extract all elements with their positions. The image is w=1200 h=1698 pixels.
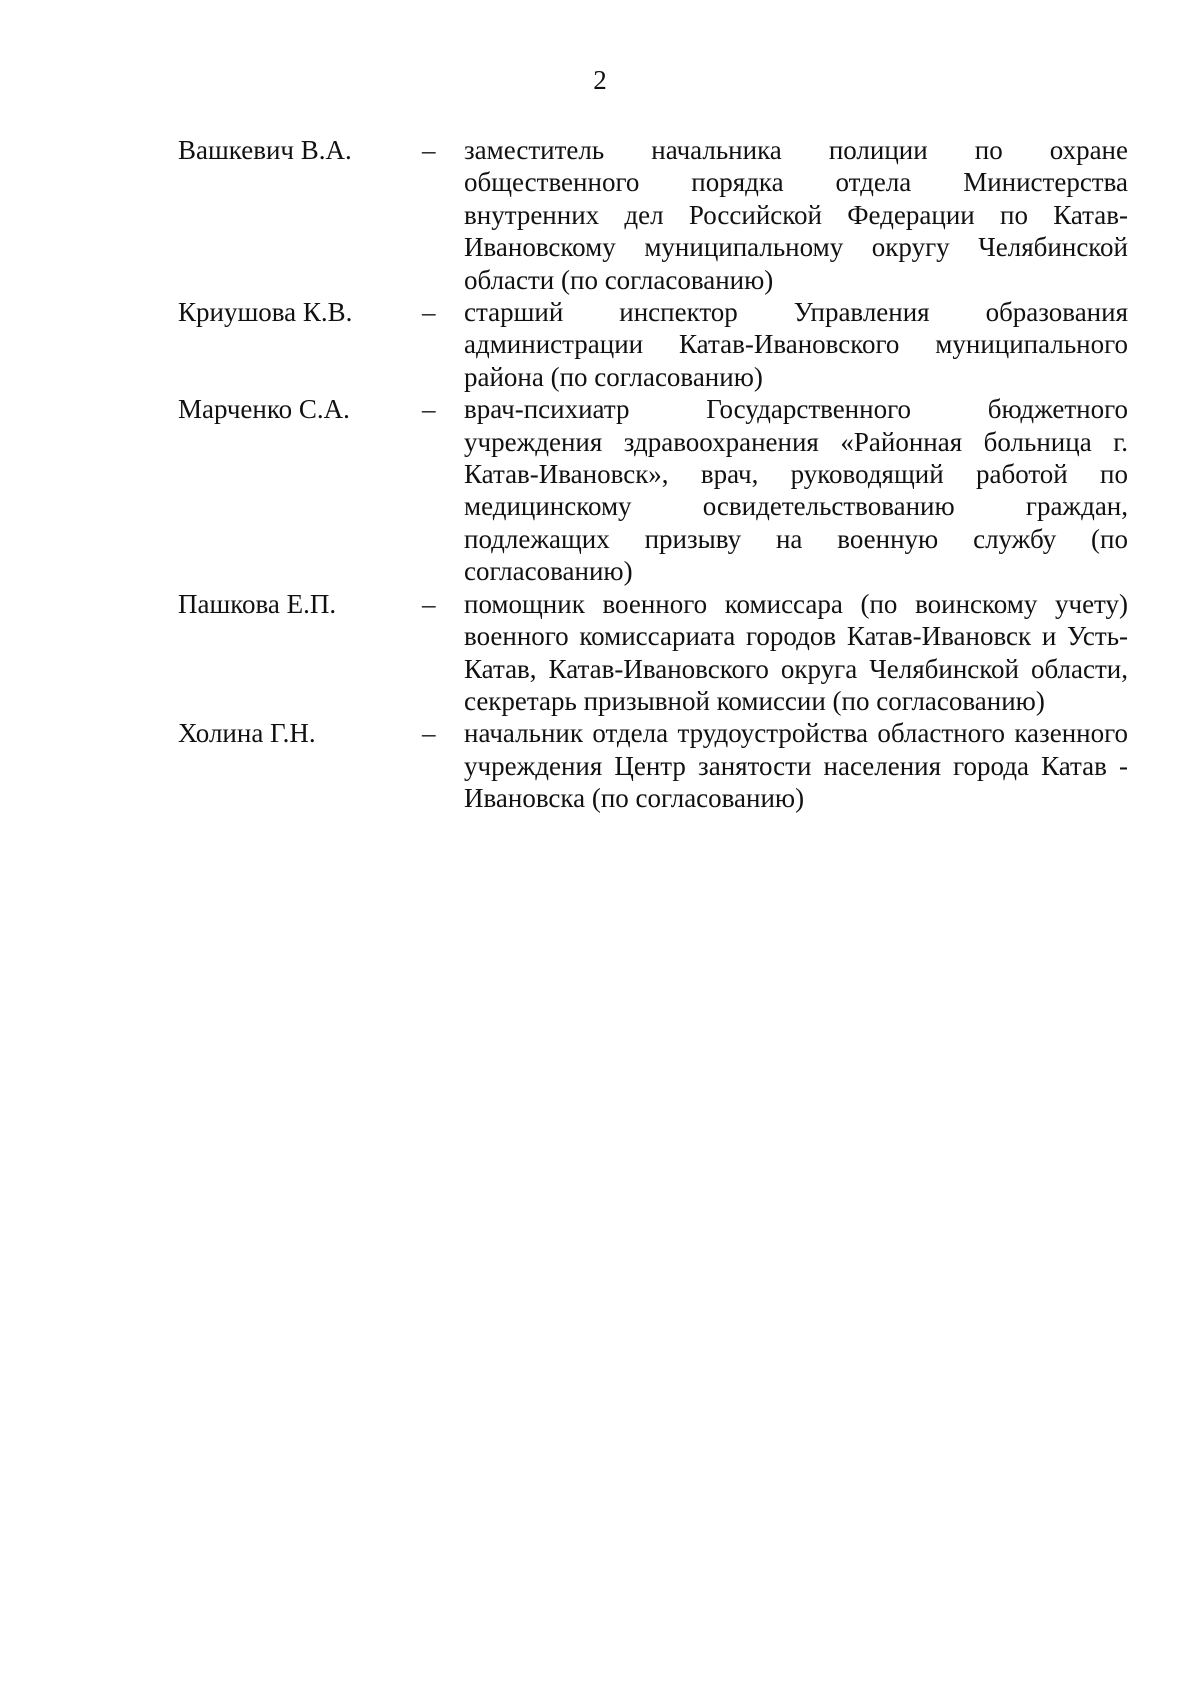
page-number: 2 [593,65,607,95]
member-name: Холина Г.Н. [178,718,316,749]
member-name: Марченко С.А. [178,394,350,425]
member-entry [178,134,1128,296]
dash-separator: – [422,135,436,165]
member-entry [178,717,1128,814]
member-position: заместитель начальника полиции по охране общественного порядка отдела Министерства внутренних дел Российской Федерации по Катав-Ивановскому муниципальному округу Челябинской области (по согласованию) [464,135,1128,295]
member-name: Вашкевич В.А. [178,135,352,165]
dash-separator: – [422,718,436,749]
dash-separator: – [422,394,436,425]
member-position: врач-психиатр Государственного бюджетного учреждения здравоохранения «Районная больница г. Катав-Ивановск», врач, руководящий работой по медицинскому освидетельствованию граждан, подлежащих призыву на военную службу (по согласованию) [464,394,1128,587]
dash-separator: – [422,297,436,328]
dash-separator: – [422,588,436,619]
member-name: Криушова К.В. [178,297,353,328]
member-name: Пашкова Е.П. [178,588,337,619]
member-position: помощник военного комиссара (по воинскому учету) военного комиссариата городов Катав-Ивановск и Усть-Катав, Катав-Ивановского округа Челябинской области, секретарь призывной комиссии (по согласованию) [464,588,1128,716]
member-entry [178,393,1128,587]
commission-member-list [178,134,1128,815]
member-position: начальник отдела трудоустройства областного казенного учреждения Центр занятости населения города Катав - Ивановска (по согласованию) [464,718,1128,814]
member-position: старший инспектор Управления образования администрации Катав-Ивановского муниципального района (по согласованию) [464,297,1128,392]
member-entry [178,296,1128,393]
member-entry [178,588,1128,718]
